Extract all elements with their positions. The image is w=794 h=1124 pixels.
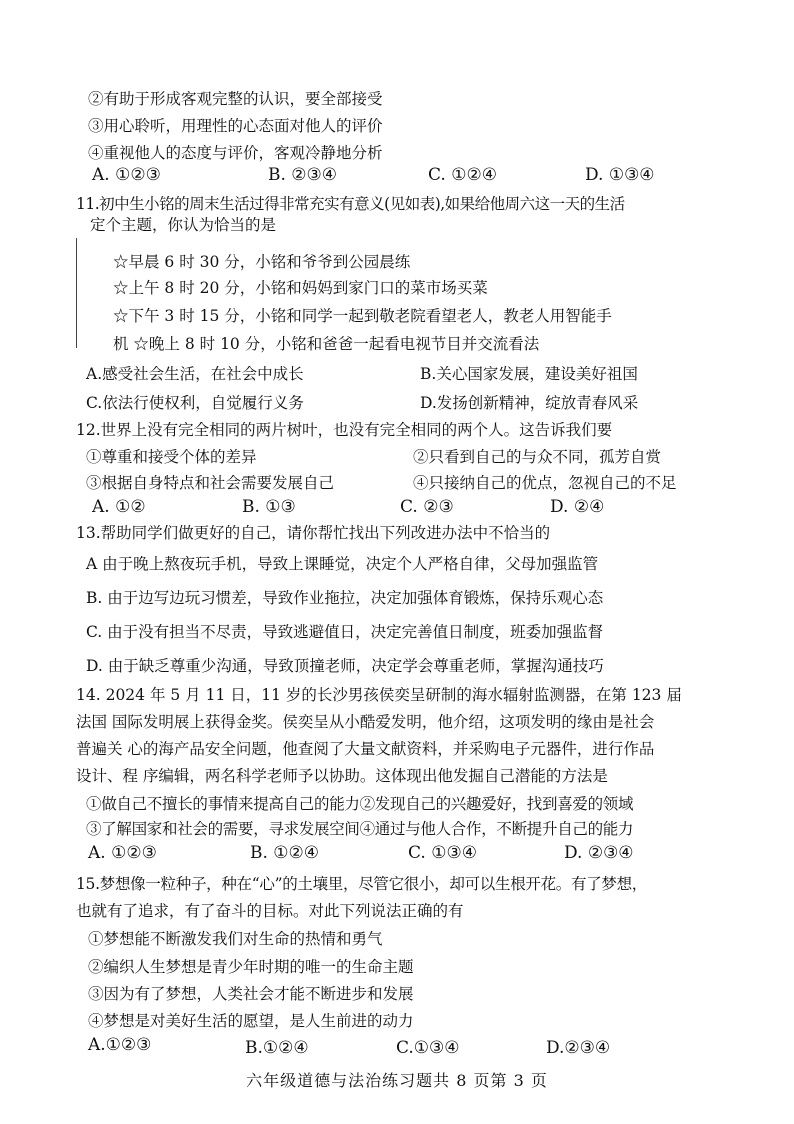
q10-statement-4: ④重视他人的态度与评价，客观冷静地分析 [88, 144, 383, 162]
q14-option-a: A. ①②③ [88, 843, 157, 863]
q14-option-d: D. ②③④ [564, 843, 634, 863]
q15-statement-1: ①梦想能不断激发我们对生命的热情和勇气 [88, 930, 383, 948]
q12-statement-2: ②只看到自己的与众不同，孤芳自赏 [413, 448, 662, 466]
q12-option-b: B. ①③ [242, 497, 296, 517]
q13-option-b: B. 由于边写边玩习惯差，导致作业拖拉，决定加强体育锻炼，保持乐观心态 [86, 589, 604, 607]
q15-statement-4: ④梦想是对美好生活的愿望，是人生前进的动力 [88, 1012, 414, 1030]
q14-stem-line-1: 14. 2024 年 5 月 11 日，11 岁的长沙男孩侯奕呈研制的海水辐射监测器，在第 123 届 [76, 686, 682, 704]
q13-option-c: C. 由于没有担当不尽责，导致逃避值日，决定完善值日制度，班委加强监督 [86, 623, 604, 641]
q14-statements-3-4: ③了解国家和社会的需要，寻求发展空间④通过与他人合作，不断提升自己的能力 [86, 820, 634, 838]
q11-option-a: A.感受社会生活，在社会中成长 [86, 365, 304, 383]
q13-option-d: D. 由于缺乏尊重少沟通，导致顶撞老师，决定学会尊重老师，掌握沟通技巧 [86, 657, 604, 675]
q11-table-row-1: ☆早晨 6 时 30 分，小铭和爷爷到公园晨练 [113, 253, 411, 271]
q12-option-d: D. ②④ [550, 497, 605, 517]
q11-table-row-4: 机 ☆晚上 8 时 10 分，小铭和爸爸一起看电视节目并交流看法 [113, 335, 540, 353]
q14-option-b: B. ①②④ [250, 843, 320, 863]
q15-option-c: C.①③④ [396, 1038, 460, 1058]
q14-stem-line-4: 设计、程 序编辑，两名科学老师予以协助。这体现出他发掘自己潜能的方法是 [76, 767, 608, 785]
page-footer: 六年级道德与法治练习题共 8 页第 3 页 [246, 1071, 548, 1090]
q11-option-b: B.关心国家发展，建设美好祖国 [420, 365, 638, 383]
q11-table-row-3: ☆下午 3 时 15 分，小铭和同学一起到敬老院看望老人，教老人用智能手 [113, 307, 612, 325]
q12-option-c: C. ②③ [400, 497, 454, 517]
q15-option-a: A.①②③ [88, 1035, 152, 1055]
q14-stem-line-3: 普遍关 心的海产品安全问题，他查阅了大量文献资料，并采购电子元器件，进行作品 [76, 740, 655, 758]
q11-stem-line-1: 11.初中生小铭的周末生活过得非常充实有意义(见如表),如果给他周六这一天的生活 [76, 195, 625, 213]
q11-option-c: C.依法行使权利，自觉履行义务 [86, 394, 304, 412]
q15-stem-line-2: 也就有了追求，有了奋斗的目标。对此下列说法正确的有 [76, 902, 464, 920]
q15-statement-3: ③因为有了梦想，人类社会才能不断进步和发展 [88, 985, 414, 1003]
q10-statement-2: ②有助于形成客观完整的认识，要全部接受 [88, 90, 383, 108]
q14-stem-line-2: 法国 国际发明展上获得金奖。侯奕呈从小酷爱发明，他介绍，这项发明的缘由是社会 [76, 713, 655, 731]
q15-stem-line-1: 15.梦想像一粒种子，种在“心”的土壤里，尽管它很小，却可以生根开花。有了梦想， [76, 875, 648, 893]
q11-stem-line-2: 定个主题，你认为恰当的是 [90, 216, 277, 234]
q10-option-c: C. ①②④ [428, 165, 497, 185]
q11-option-d: D.发扬创新精神，绽放青春风采 [420, 394, 639, 412]
q12-statement-3: ③根据自身特点和社会需要发展自己 [86, 474, 335, 492]
q10-statement-3: ③用心聆听，用理性的心态面对他人的评价 [88, 117, 383, 135]
q12-stem: 12.世界上没有完全相同的两片树叶，也没有完全相同的两个人。这告诉我们要 [76, 421, 613, 439]
q15-statement-2: ②编织人生梦想是青少年时期的唯一的生命主题 [88, 958, 414, 976]
q10-option-a: A. ①②③ [92, 165, 161, 185]
q14-option-c: C. ①③④ [408, 843, 477, 863]
q15-option-d: D.②③④ [546, 1038, 611, 1058]
q14-statements-1-2: ①做自己不擅长的事情来提高自己的能力②发现自己的兴趣爱好，找到喜爱的领域 [86, 795, 634, 813]
q13-stem: 13.帮助同学们做更好的自己，请你帮忙找出下列改进办法中不恰当的 [76, 524, 551, 542]
q10-option-d: D. ①③④ [585, 165, 655, 185]
q13-option-a: A 由于晚上熬夜玩手机，导致上课睡觉，决定个人严格自律，父母加强监管 [86, 555, 599, 573]
q11-table-row-2: ☆上午 8 时 20 分，小铭和妈妈到家门口的菜市场买菜 [113, 279, 488, 297]
q12-statement-4: ④只接纳自己的优点，忽视自己的不足 [413, 474, 677, 492]
q15-option-b: B.①②④ [245, 1038, 309, 1058]
q11-table-border [76, 238, 77, 348]
q10-option-b: B. ②③④ [268, 165, 338, 185]
q12-option-a: A. ①② [92, 497, 146, 517]
q12-statement-1: ①尊重和接受个体的差异 [86, 448, 257, 466]
